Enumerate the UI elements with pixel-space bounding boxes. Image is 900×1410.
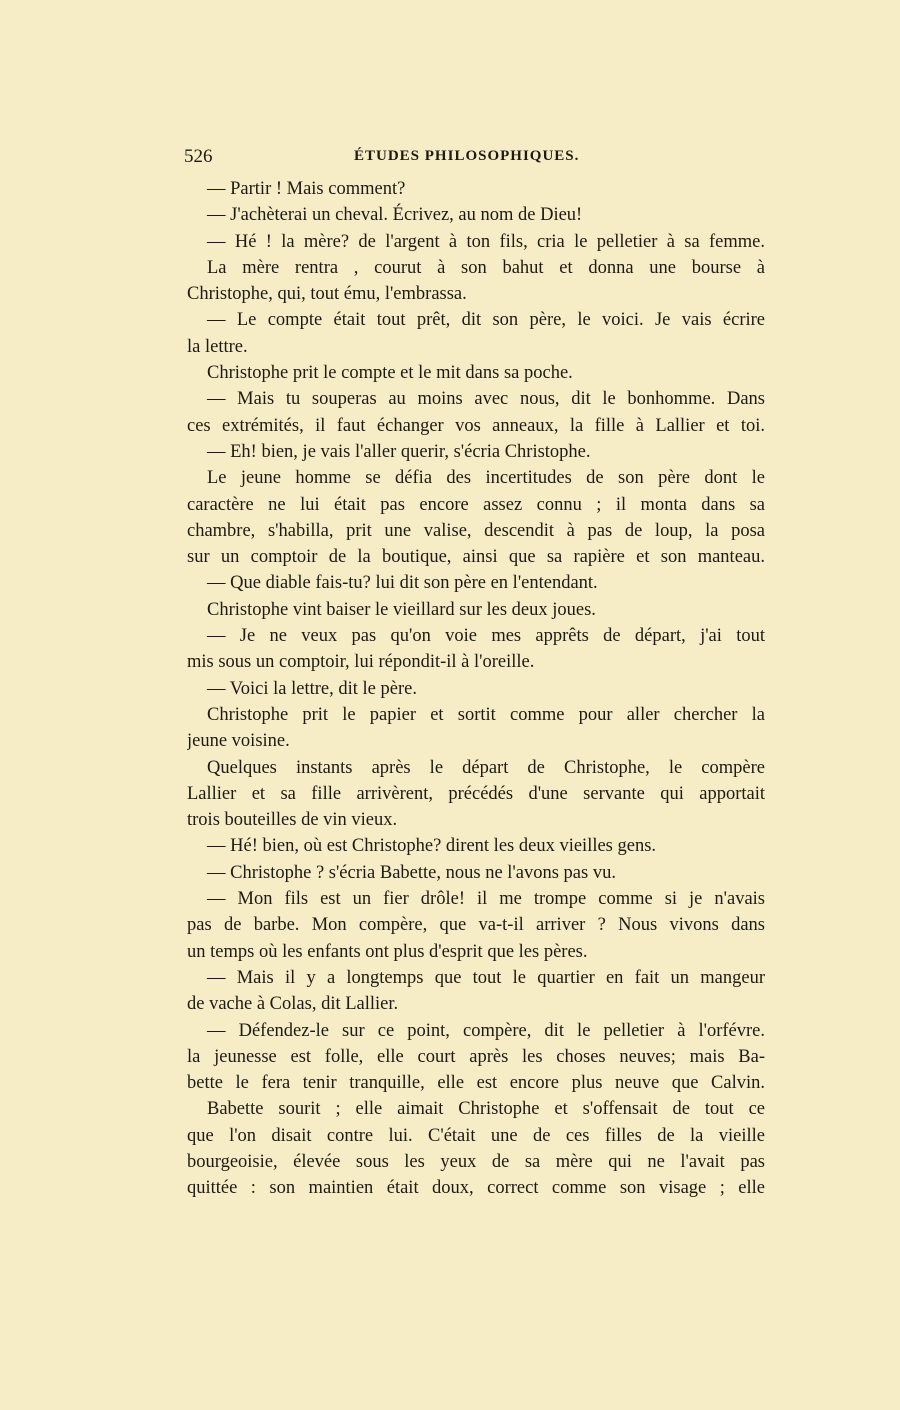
text-line: chambre, s'habilla, prit une valise, descendit à pas de loup, la posa bbox=[187, 520, 765, 541]
text-line: — Hé! bien, où est Christophe? dirent les deux vieilles gens. bbox=[207, 836, 657, 857]
text-line: jeune voisine. bbox=[187, 731, 290, 752]
text-line: — Voici la lettre, dit le père. bbox=[207, 678, 417, 699]
text-line: la jeunesse est folle, elle court après les choses neuves; mais Ba- bbox=[187, 1046, 765, 1067]
page-body-text bbox=[187, 176, 765, 1202]
text-line: caractère ne lui était pas encore assez connu ; il monta dans sa bbox=[187, 494, 765, 515]
text-line: Lallier et sa fille arrivèrent, précédés d'une servante qui apportait bbox=[187, 783, 765, 804]
text-line: la lettre. bbox=[187, 336, 248, 357]
text-line: — Défendez-le sur ce point, compère, dit le pelletier à l'orfévre. bbox=[207, 1020, 765, 1041]
text-line: — J'achèterai un cheval. Écrivez, au nom de Dieu! bbox=[207, 205, 583, 226]
text-line: — Mon fils est un fier drôle! il me trompe comme si je n'avais bbox=[207, 889, 765, 910]
text-line: pas de barbe. Mon compère, que va-t-il arriver ? Nous vivons dans bbox=[187, 915, 765, 936]
text-line: Christophe prit le compte et le mit dans sa poche. bbox=[207, 363, 573, 384]
text-line: Christophe, qui, tout ému, l'embrassa. bbox=[187, 284, 467, 305]
text-line: — Mais il y a longtemps que tout le quartier en fait un mangeur bbox=[207, 967, 765, 988]
text-line: quittée : son maintien était doux, correct comme son visage ; elle bbox=[187, 1178, 765, 1199]
text-line: — Eh! bien, je vais l'aller querir, s'écria Christophe. bbox=[207, 441, 591, 462]
text-line: bette le fera tenir tranquille, elle est encore plus neuve que Calvin. bbox=[187, 1073, 765, 1094]
text-line: trois bouteilles de vin vieux. bbox=[187, 810, 398, 831]
text-line: sur un comptoir de la boutique, ainsi que sa rapière et son manteau. bbox=[187, 547, 765, 568]
text-line: un temps où les enfants ont plus d'esprit que les pères. bbox=[187, 941, 588, 962]
text-line: — Partir ! Mais comment? bbox=[207, 179, 406, 199]
text-line: que l'on disait contre lui. C'était une de ces filles de la vieille bbox=[187, 1125, 765, 1146]
page-number: 526 bbox=[184, 146, 213, 167]
text-line: — Je ne veux pas qu'on voie mes apprêts de départ, j'ai tout bbox=[207, 626, 765, 647]
page-header bbox=[184, 146, 766, 170]
text-line: Christophe prit le papier et sortit comme pour aller chercher la bbox=[207, 704, 765, 725]
text-line: Christophe vint baiser le vieillard sur les deux joues. bbox=[207, 599, 596, 620]
text-line: — Mais tu souperas au moins avec nous, dit le bonhomme. Dans bbox=[207, 389, 765, 410]
text-line: — Que diable fais-tu? lui dit son père en l'entendant. bbox=[207, 573, 598, 594]
text-line: Quelques instants après le départ de Christophe, le compère bbox=[207, 757, 765, 778]
text-line: — Le compte était tout prêt, dit son père, le voici. Je vais écrire bbox=[207, 310, 765, 331]
text-line: — Hé ! la mère? de l'argent à ton fils, cria le pelletier à sa femme. bbox=[207, 231, 765, 252]
text-line: bourgeoisie, élevée sous les yeux de sa mère qui ne l'avait pas bbox=[187, 1151, 765, 1172]
text-line: Le jeune homme se défia des incertitudes de son père dont le bbox=[207, 468, 765, 489]
text-line: La mère rentra , courut à son bahut et donna une bourse à bbox=[207, 257, 765, 278]
running-title: ÉTUDES PHILOSOPHIQUES. bbox=[354, 148, 580, 164]
text-line: ces extrémités, il faut échanger vos anneaux, la fille à Lallier et toi. bbox=[187, 415, 765, 436]
text-line: mis sous un comptoir, lui répondit-il à l'oreille. bbox=[187, 652, 535, 673]
text-line: de vache à Colas, dit Lallier. bbox=[187, 994, 399, 1015]
text-line: Babette sourit ; elle aimait Christophe et s'offensait de tout ce bbox=[207, 1099, 765, 1120]
text-line: — Christophe ? s'écria Babette, nous ne l'avons pas vu. bbox=[207, 862, 616, 883]
